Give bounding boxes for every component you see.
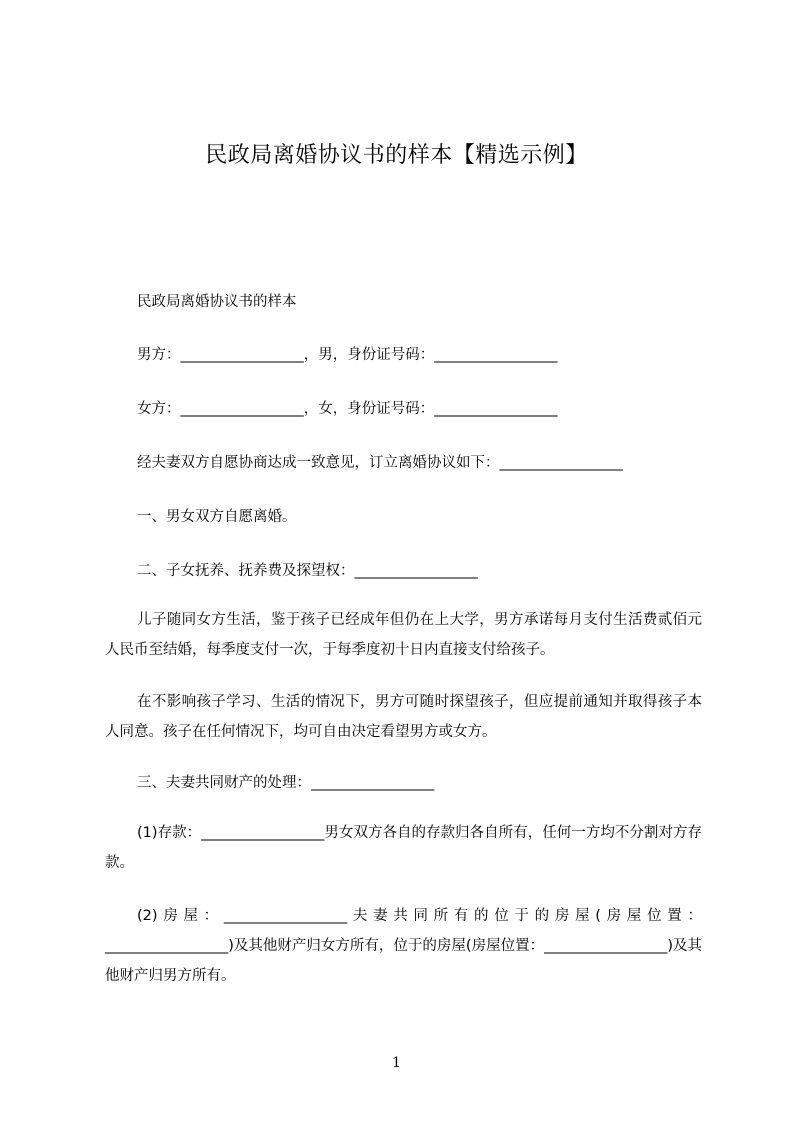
male-party-line: 男方：_________________，男，身份证号码：_________________ [137,347,558,363]
deposits-item: (1)存款：_________________男女双方各自的存款归各自所有，任何一方均不分割对方存款。 [105,825,702,871]
page-number: 1 [392,1055,401,1071]
section-3-heading: 三、夫妻共同财产的处理：_________________ [137,775,435,791]
visitation-paragraph: 在不影响孩子学习、生活的情况下，男方可随时探望孩子，但应提前通知并取得孩子本人同意。孩子在任何情况下，均可自由决定看望男方或女方。 [105,694,702,740]
child-support-paragraph: 儿子随同女方生活，鉴于孩子已经成年但仍在上大学，男方承诺每月支付生活费贰佰元人民币至结婚，每季度支付一次，于每季度初十日内直接支付给孩子。 [105,612,702,658]
agreement-intro: 经夫妻双方自愿协商达成一致意见，订立离婚协议如下：_________________ [137,455,623,471]
female-party-line: 女方：_________________，女，身份证号码：_________________ [137,401,558,417]
housing-item: (2)房屋：_________________夫妻共同所有的位于的房屋(房屋位置：_________________)及其他财产归女方所有，位于的房屋(房屋位置：_________________)及其他财产归男方所有。 [105,908,702,984]
document-title: 民政局离婚协议书的样本【精选示例】 [205,143,588,168]
section-2-heading: 二、子女抚养、抚养费及探望权：_________________ [137,563,478,579]
document-subtitle: 民政局离婚协议书的样本 [137,294,297,310]
section-1-heading: 一、男女双方自愿离婚。 [137,509,297,525]
